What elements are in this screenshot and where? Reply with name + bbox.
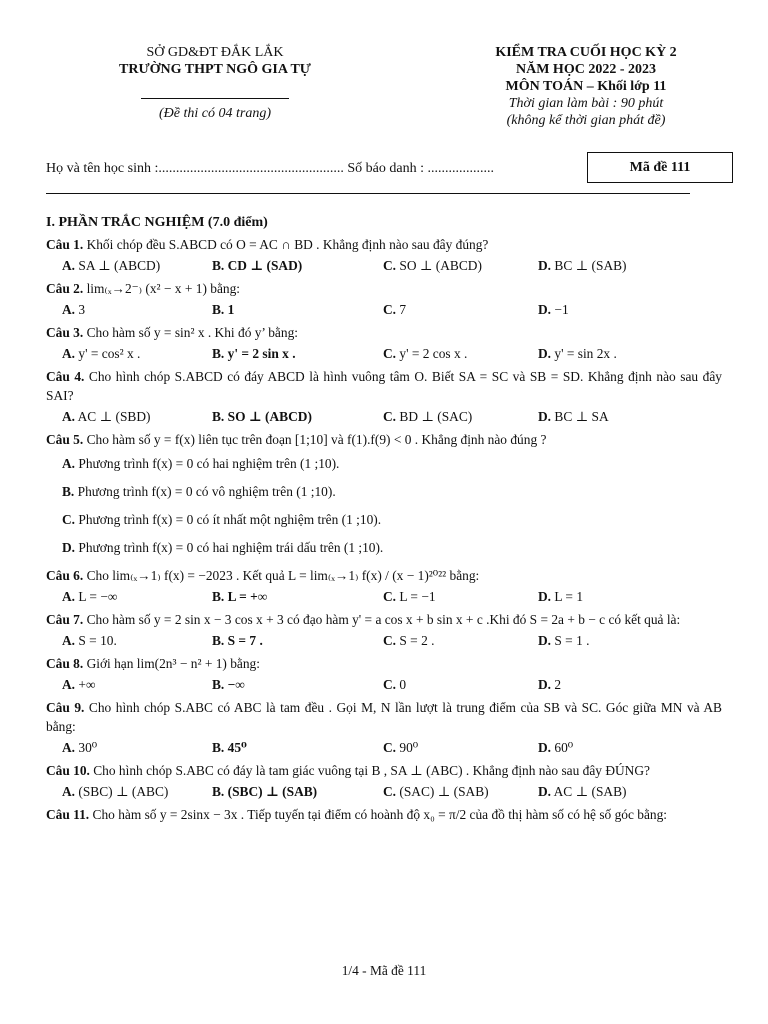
option-letter: C.: [383, 633, 397, 648]
option-letter: B.: [212, 409, 225, 424]
answer-option-c: [62, 509, 722, 537]
answer-option-b: [212, 257, 302, 274]
option-letter: A.: [62, 633, 76, 648]
question-number: Câu 5.: [46, 432, 84, 447]
option-text: S = 1 .: [554, 633, 590, 648]
answer-option-d: [538, 345, 617, 362]
duration-note: (không kể thời gian phát đề): [506, 113, 666, 128]
answer-options: [46, 739, 722, 760]
question-text: Cho hình chóp S.ABC có đáy là tam giác vuông tại B , SA ⊥ (ABC) . Khẳng định nào sau đây ĐÚNG?: [89, 763, 650, 778]
option-text: y' = 2 sin x .: [227, 346, 296, 361]
option-text: y' = sin 2x .: [554, 346, 617, 361]
question-item: [46, 654, 722, 697]
option-text: Phương trình f(x) = 0 có hai nghiệm trái dấu trên (1 ;10).: [78, 540, 384, 555]
section-title: I. PHẦN TRẮC NGHIỆM (7.0 điểm): [46, 215, 268, 230]
option-text: L = −1: [399, 589, 436, 604]
question-number: Câu 6.: [46, 568, 84, 583]
school-block: [70, 44, 360, 122]
question-item: [46, 566, 722, 609]
question-number: Câu 11.: [46, 807, 90, 822]
option-text: Phương trình f(x) = 0 có vô nghiệm trên (1 ;10).: [77, 484, 336, 499]
option-letter: A.: [62, 258, 76, 273]
option-letter: D.: [538, 784, 552, 799]
option-text: y' = 2 cos x .: [399, 346, 468, 361]
answer-option-d: [538, 676, 561, 693]
option-text: BC ⊥ (SAB): [554, 258, 627, 273]
answer-option-c: [383, 632, 434, 649]
option-text: 3: [78, 302, 86, 317]
question-text: Giới hạn lim(2n³ − n² + 1) bằng:: [83, 656, 260, 671]
subject-grade: MÔN TOÁN – Khối lớp 11: [505, 79, 667, 94]
option-text: 7: [399, 302, 407, 317]
option-letter: D.: [62, 540, 76, 555]
option-letter: B.: [212, 346, 225, 361]
option-text: SO ⊥ (ABCD): [227, 409, 312, 424]
exam-code-box: Mã đề 111: [587, 152, 733, 183]
option-letter: C.: [383, 409, 397, 424]
answer-option-c: [383, 301, 406, 318]
answer-option-d: [538, 257, 627, 274]
question-text: Cho hàm số y = 2sinx − 3x . Tiếp tuyến tại điểm có hoành độ x₀ = π/2 của đồ thị hàm số có hệ số góc bằng:: [89, 807, 668, 822]
option-letter: A.: [62, 677, 76, 692]
question-text: Cho hình chóp S.ABCD có đáy ABCD là hình vuông tâm O. Biết SA = SC và SB = SD. Khẳng định nào sau đây SAI?: [46, 369, 722, 403]
option-text: (SAC) ⊥ (SAB): [399, 784, 489, 799]
option-letter: A.: [62, 589, 76, 604]
question-number: Câu 9.: [46, 700, 85, 715]
option-text: (SBC) ⊥ (SAB): [227, 784, 318, 799]
answer-options: [46, 783, 722, 804]
answer-option-a: [62, 257, 160, 274]
question-stem: [46, 566, 722, 585]
question-item: [46, 610, 722, 653]
question-number: Câu 3.: [46, 325, 84, 340]
question-stem: [46, 430, 722, 449]
option-letter: C.: [62, 512, 76, 527]
option-text: S = 2 .: [399, 633, 435, 648]
answer-option-d: [538, 739, 573, 756]
option-text: 2: [554, 677, 562, 692]
answer-option-b: [212, 301, 234, 318]
option-text: AC ⊥ (SAB): [553, 784, 627, 799]
page-count-note: (Đề thi có 04 trang): [159, 106, 271, 121]
question-text: Cho hàm số y = sin² x . Khi đó y’ bằng:: [83, 325, 298, 340]
answer-option-b: [62, 481, 722, 509]
option-text: BD ⊥ (SAC): [399, 409, 473, 424]
option-letter: A.: [62, 409, 76, 424]
option-text: BC ⊥ SA: [554, 409, 609, 424]
option-letter: C.: [383, 784, 397, 799]
question-stem: [46, 279, 722, 298]
option-letter: D.: [538, 633, 552, 648]
option-letter: B.: [212, 784, 225, 799]
header-divider: [141, 98, 289, 99]
question-number: Câu 4.: [46, 369, 85, 384]
answer-options: [46, 632, 722, 653]
question-text: Cho lim₍ₓ→1₎ f(x) = −2023 . Kết quả L = lim₍ₓ→1₎ f(x) / (x − 1)²⁰²² bằng:: [83, 568, 480, 583]
question-item: [46, 761, 722, 804]
option-text: y' = cos² x .: [78, 346, 141, 361]
option-text: SA ⊥ (ABCD): [78, 258, 161, 273]
answer-options: [46, 301, 722, 322]
answer-option-d: [538, 408, 609, 425]
answer-option-a: [62, 676, 96, 693]
question-text: Cho hàm số y = 2 sin x − 3 cos x + 3 có đạo hàm y' = a cos x + b sin x + c .Khi đó S = 2a + b − c có kết quả là:: [83, 612, 681, 627]
answer-option-d: [538, 301, 569, 318]
answer-option-a: [62, 453, 722, 481]
answer-option-b: [212, 783, 317, 800]
option-letter: B.: [212, 589, 225, 604]
answer-option-c: [383, 739, 418, 756]
answer-options: [46, 676, 722, 697]
question-number: Câu 7.: [46, 612, 84, 627]
answer-option-a: [62, 345, 140, 362]
option-letter: B.: [212, 633, 225, 648]
question-list: [46, 235, 722, 824]
answer-option-c: [383, 408, 472, 425]
option-letter: B.: [62, 484, 75, 499]
question-stem: [46, 805, 722, 824]
option-letter: D.: [538, 409, 552, 424]
question-text: lim₍ₓ→2⁻₎ (x² − x + 1) bằng:: [83, 281, 240, 296]
answer-option-b: [212, 676, 245, 693]
option-letter: C.: [383, 677, 397, 692]
question-number: Câu 10.: [46, 763, 90, 778]
option-letter: B.: [212, 258, 225, 273]
answer-options: [46, 588, 722, 609]
answer-options: [62, 453, 722, 565]
option-letter: A.: [62, 456, 76, 471]
option-text: −1: [554, 302, 569, 317]
student-info-row: [46, 152, 690, 184]
option-text: −∞: [227, 677, 245, 692]
answer-option-d: [62, 537, 722, 565]
answer-option-d: [538, 588, 583, 605]
option-text: Phương trình f(x) = 0 có hai nghiệm trên (1 ;10).: [78, 456, 340, 471]
school-name: TRƯỜNG THPT NGÔ GIA TỰ: [119, 62, 311, 77]
student-name-and-id-line: Họ và tên học sinh :..................................................... Số báo danh : ...................: [46, 161, 494, 176]
option-text: 60⁰: [554, 740, 574, 755]
option-letter: A.: [62, 346, 76, 361]
option-text: Phương trình f(x) = 0 có ít nhất một nghiệm trên (1 ;10).: [78, 512, 382, 527]
option-text: L = −∞: [78, 589, 118, 604]
option-text: L = +∞: [227, 589, 268, 604]
answer-option-b: [212, 739, 247, 756]
question-number: Câu 1.: [46, 237, 84, 252]
option-letter: C.: [383, 258, 397, 273]
question-item: [46, 698, 722, 760]
option-letter: D.: [538, 258, 552, 273]
option-letter: D.: [538, 589, 552, 604]
option-letter: B.: [212, 677, 225, 692]
answer-options: [46, 408, 722, 429]
separator-line: [46, 193, 690, 194]
answer-option-a: [62, 739, 97, 756]
option-text: 90⁰: [399, 740, 419, 755]
exam-info-block: [456, 44, 716, 129]
answer-option-b: [212, 588, 267, 605]
answer-option-b: [212, 345, 296, 362]
option-text: 1: [227, 302, 235, 317]
page-footer: 1/4 - Mã đề 111: [341, 963, 427, 978]
question-item: [46, 323, 722, 366]
answer-option-b: [212, 632, 263, 649]
option-letter: C.: [383, 740, 397, 755]
option-letter: A.: [62, 740, 76, 755]
question-text: Cho hàm số y = f(x) liên tục trên đoạn [1;10] và f(1).f(9) < 0 . Khẳng định nào đúng ?: [83, 432, 547, 447]
question-item: [46, 367, 722, 429]
question-number: Câu 2.: [46, 281, 84, 296]
question-stem: [46, 761, 722, 780]
option-letter: D.: [538, 346, 552, 361]
option-text: S = 7 .: [227, 633, 263, 648]
answer-option-c: [383, 257, 482, 274]
question-number: Câu 8.: [46, 656, 84, 671]
answer-options: [46, 257, 722, 278]
school-year: NĂM HỌC 2022 - 2023: [516, 62, 656, 77]
option-letter: D.: [538, 740, 552, 755]
question-item: [46, 235, 722, 278]
question-stem: [46, 610, 722, 629]
question-text: Cho hình chóp S.ABC có ABC là tam đều . Gọi M, N lần lượt là trung điểm của SB và SC. Góc giữa MN và AB bằng:: [46, 700, 722, 734]
option-letter: C.: [383, 302, 397, 317]
question-item: [46, 430, 722, 565]
option-letter: B.: [212, 740, 225, 755]
option-text: S = 10.: [78, 633, 117, 648]
answer-option-b: [212, 408, 312, 425]
question-stem: [46, 323, 722, 342]
duration: Thời gian làm bài : 90 phút: [508, 96, 664, 111]
question-stem: [46, 367, 722, 405]
department-name: SỞ GD&ĐT ĐẮK LẮK: [146, 45, 284, 60]
option-letter: D.: [538, 677, 552, 692]
answer-option-c: [383, 345, 467, 362]
option-text: 0: [399, 677, 407, 692]
question-item: [46, 279, 722, 322]
answer-option-c: [383, 588, 436, 605]
question-stem: [46, 235, 722, 254]
option-letter: C.: [383, 346, 397, 361]
question-item: [46, 805, 722, 824]
exam-title: KIỂM TRA CUỐI HỌC KỲ 2: [495, 45, 677, 60]
answer-option-c: [383, 676, 406, 693]
option-text: (SBC) ⊥ (ABC): [78, 784, 169, 799]
question-text: Khối chóp đều S.ABCD có O = AC ∩ BD . Khẳng định nào sau đây đúng?: [83, 237, 489, 252]
question-stem: [46, 654, 722, 673]
answer-option-a: [62, 301, 85, 318]
exam-header: [0, 44, 768, 140]
answer-option-a: [62, 408, 151, 425]
option-text: SO ⊥ (ABCD): [399, 258, 482, 273]
answer-option-a: [62, 588, 117, 605]
option-text: 30⁰: [78, 740, 98, 755]
option-text: CD ⊥ (SAD): [227, 258, 303, 273]
option-text: +∞: [78, 677, 96, 692]
answer-options: [46, 345, 722, 366]
answer-option-a: [62, 783, 168, 800]
option-letter: A.: [62, 302, 76, 317]
option-letter: C.: [383, 589, 397, 604]
question-section: [46, 214, 722, 824]
option-letter: D.: [538, 302, 552, 317]
option-text: AC ⊥ (SBD): [77, 409, 151, 424]
question-stem: [46, 698, 722, 736]
answer-option-d: [538, 632, 589, 649]
option-letter: A.: [62, 784, 76, 799]
answer-option-a: [62, 632, 117, 649]
option-text: 45⁰: [227, 740, 247, 755]
answer-option-c: [383, 783, 489, 800]
option-text: L = 1: [554, 589, 584, 604]
option-letter: B.: [212, 302, 225, 317]
answer-option-d: [538, 783, 627, 800]
